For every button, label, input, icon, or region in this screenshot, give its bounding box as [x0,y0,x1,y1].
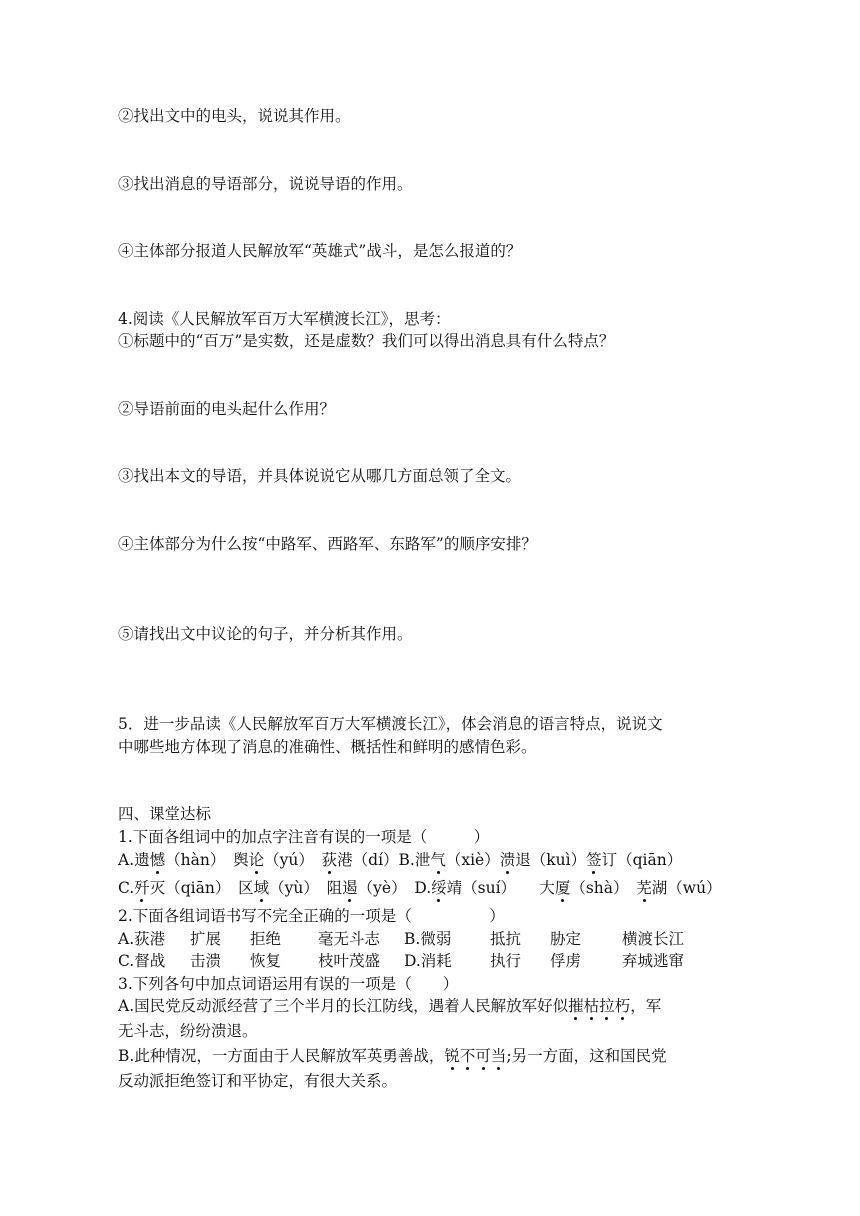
word-cell: 扩展 [190,930,222,948]
dotted-char: 遏 [342,879,358,897]
word-cell: 胁定 [550,930,582,948]
mc1-question: 1.下面各组词中的加点字注音有误的一项是（ ） [118,828,490,846]
mc1-option-a1: A.遗憾（hàn） 舆论（yú） [118,851,322,869]
mc3-option-b-line-2: 反动派拒绝签订和平协定，有很大关系。 [118,1072,398,1090]
word-cell: 执行 [490,952,522,970]
dotted-char: 摧 [568,997,584,1015]
q5-line-2: 中哪些地方体现了消息的准确性、概括性和鲜明的感情色彩。 [118,738,537,756]
dotted-char: 拉 [599,997,615,1015]
word-cell: 俘虏 [550,952,582,970]
mc2-question: 2.下面各组词语书写不完全正确的一项是（ ） [118,907,505,925]
word-cell: 枝叶茂盛 [318,952,381,970]
word-cell: 恢复 [250,952,282,970]
mc1-option-c: C.歼灭（qiān） 区域（yù） [118,879,327,897]
q4-item-4: ④主体部分为什么按“中路军、西路军、东路军”的顺序安排？ [118,535,537,553]
q4-heading: 4.阅读《人民解放军百万大军横渡长江》，思考： [118,310,451,328]
dotted-char: 气 [430,851,446,869]
dotted-char: 荻 [321,851,338,869]
mc1-options-line-2 [118,878,722,898]
dotted-char: 不 [459,1047,476,1065]
word-cell: 抵抗 [490,930,522,948]
mc3-option-a-line-1: A.国民党反动派经营了三个半月的长江防线，遇着人民解放军好似摧枯拉朽，军 [118,997,662,1015]
dotted-char: 可 [475,1047,491,1065]
word-cell: 击溃 [190,952,222,970]
dotted-char: 签 [586,851,602,869]
mc1-option-d1: 阻遏（yè） D.绥靖（suí） [326,879,540,897]
q4-item-5: ⑤请找出文中议论的句子，并分析其作用。 [118,625,413,643]
dotted-char: 厦 [554,879,571,897]
q3-item-2: ②找出文中的电头，说说其作用。 [118,107,351,125]
dotted-char: 溃 [499,851,516,869]
dotted-char: 憾 [149,851,166,869]
q5-line-1: 5．进一步品读《人民解放军百万大军横渡长江》，体会消息的语言特点，说说文 [118,715,663,733]
q4-item-1: ①标题中的“百万”是实数，还是虚数？我们可以得出消息具有什么特点？ [118,332,615,350]
section-title: 四、课堂达标 [118,805,212,823]
mc1-option-b: 溃退（kuì）签订（qiān） [499,851,683,869]
dotted-char: 锐 [444,1047,460,1065]
word-cell: D.消耗 [404,952,452,970]
mc2-row-1 [118,929,684,949]
dotted-char: 当 [490,1047,507,1065]
dotted-char: 绥 [431,879,447,897]
word-cell: 毫无斗志 [318,930,381,948]
mc1-option-d2: 大厦（shà） 芜湖（wú） [539,879,722,897]
mc3-option-a-line-2: 无斗志，纷纷溃退。 [118,1022,258,1040]
mc3-question: 3.下列各句中加点词语运用有误的一项是（ ） [118,975,459,993]
q4-item-2: ②导语前面的电头起什么作用？ [118,400,336,418]
dotted-phrase [568,997,630,1015]
word-cell: B.微弱 [404,930,452,948]
word-cell: A.荻港 [118,930,166,948]
q3-item-3: ③找出消息的导语部分，说说导语的作用。 [118,175,413,193]
dotted-char: 域 [253,879,270,897]
word-cell: 弃城逃窜 [622,952,685,970]
q4-item-3: ③找出本文的导语，并具体说说它从哪几方面总领了全文。 [118,467,522,485]
dotted-char: 朽 [614,997,631,1015]
dotted-char: 芜 [636,879,652,897]
mc1-options-line-1 [118,850,682,870]
q3-item-4: ④主体部分报道人民解放军“英雄式”战斗，是怎么报道的？ [118,242,522,260]
word-cell: 横渡长江 [622,930,685,948]
dotted-char: 枯 [583,997,600,1015]
mc2-row-2 [118,951,684,971]
word-cell: 拒绝 [250,930,282,948]
dotted-char: 歼 [134,879,150,897]
mc3-option-b-line-1: B.此种情况，一方面由于人民解放军英勇善战，锐不可当;另一方面，这和国民党 [118,1047,667,1065]
word-cell: C.督战 [118,952,166,970]
mc1-option-a2: 荻港（dí）B.泄气（xiè） [321,851,500,869]
dotted-phrase [444,1047,506,1065]
dotted-char: 论 [248,851,265,869]
